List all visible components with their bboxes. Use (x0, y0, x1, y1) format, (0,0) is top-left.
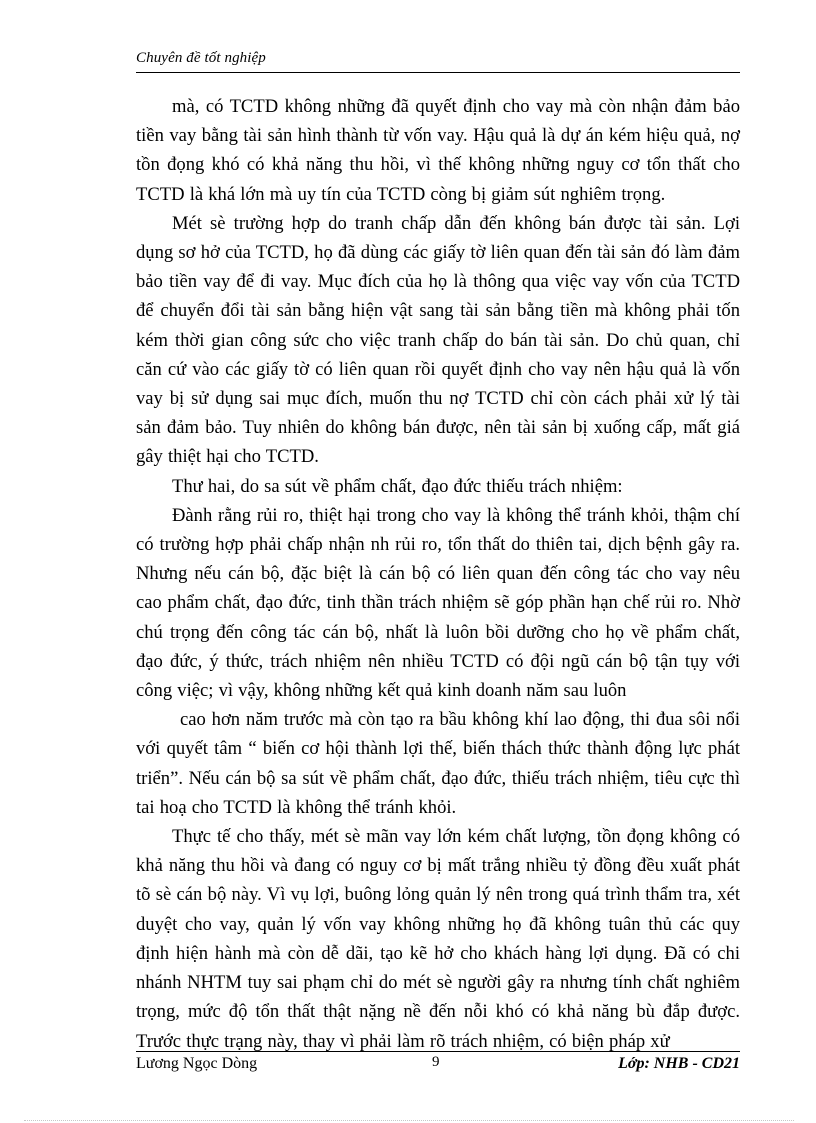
paragraph: mà, có TCTD không những đã quyết định cho vay mà còn nhận đảm bảo tiền vay bằng tài sản hình thành từ vốn vay. Hậu quả là dự án kém hiệu quả, nợ tồn đọng khó có khả năng thu hồi, vì thế không những nguy cơ tổn thất cho TCTD là khá lớn mà uy tín của TCTD còng bị giảm sút nghiêm trọng. (136, 96, 740, 205)
paragraph: Mét sè trường hợp do tranh chấp dẫn đến không bán được tài sản. Lợi dụng sơ hở của TCTD, họ đã dùng các giấy tờ liên quan đến tài sản đó làm đảm bảo tiền vay để đi vay. Mục đích của họ là thông qua việc vay vốn của TCTD để chuyển đổi tài sản bằng hiện vật sang tài sản bằng tiền mà không phải tốn kém thời gian công sức cho việc tranh chấp do bán tài sản. Do chủ quan, chỉ căn cứ vào các giấy tờ có liên quan rồi quyết định cho vay nên hậu quả là vốn vay bị sử dụng sai mục đích, muốn thu nợ TCTD chỉ còn cách phải xử lý tài sản đảm bảo. Tuy nhiên do không bán được, nên tài sản bị xuống cấp, mất giá gây thiệt hại cho TCTD. (136, 212, 740, 468)
paragraph: Thực tế cho thấy, mét sè mãn vay lớn kém chất lượng, tồn đọng không có khả năng thu hồi và đang có nguy cơ bị mất trắng nhiều tỷ đồng đều xuất phát tõ sè cán bộ này. Vì vụ lợi, buông lỏng quản lý nên trong quá trình thẩm tra, xét duyệt cho vay, quản lý vốn vay không những họ đã không tuân thủ các quy định hiện hành mà còn dễ dãi, tạo kẽ hở cho khách hàng lợi dụng. Đã có chi nhánh NHTM tuy sai phạm chỉ do mét sè người gây ra nhưng tính chất nghiêm trọng, mức độ tổn thất thật nặng nề đến nỗi khó có khả năng bù đắp được. Trước thực trạng này, thay vì phải làm rõ trách nhiệm, có biện pháp xử (136, 826, 740, 1052)
body-text (136, 92, 740, 1056)
header-title: Chuyên đề tốt nghiệp (136, 50, 266, 66)
paragraph: Đành rằng rủi ro, thiệt hại trong cho vay là không thể tránh khỏi, thậm chí có trường hợp phải chấp nhận nh rủi ro, tổn thất do thiên tai, dịch bệnh gây ra. Nhưng nếu cán bộ, đặc biệt là cán bộ có liên quan đến công tác cho vay nêu cao phẩm chất, đạo đức, tinh thần trách nhiệm sẽ góp phần hạn chế rủi ro. Nhờ chú trọng đến công tác cán bộ, nhất là luôn bồi dưỡng cho họ về phẩm chất, đạo đức, ý thức, trách nhiệm nên nhiều TCTD có đội ngũ cán bộ tận tụy với công việc; vì vậy, không những kết quả kinh doanh năm sau luôn (136, 504, 740, 702)
page-edge-divider (24, 1120, 794, 1121)
paragraph: cao hơn năm trước mà còn tạo ra bầu không khí lao động, thi đua sôi nổi với quyết tâm “ biến cơ hội thành lợi thế, biến thách thức thành động lực phát triển”. Nếu cán bộ sa sút về phẩm chất, đạo đức, thiếu trách nhiệm, tiêu cực thì tai hoạ cho TCTD là không thể tránh khỏi. (136, 709, 740, 818)
paragraph: Thư hai, do sa sút về phẩm chất, đạo đức thiếu trách nhiệm: (172, 475, 623, 497)
page-footer (136, 1051, 740, 1082)
page-number: 9 (432, 1054, 440, 1070)
footer-class-label: Lớp: NHB - CD21 (618, 1055, 740, 1072)
page-header (136, 48, 740, 73)
footer-author: Lương Ngọc Dòng (136, 1055, 258, 1072)
